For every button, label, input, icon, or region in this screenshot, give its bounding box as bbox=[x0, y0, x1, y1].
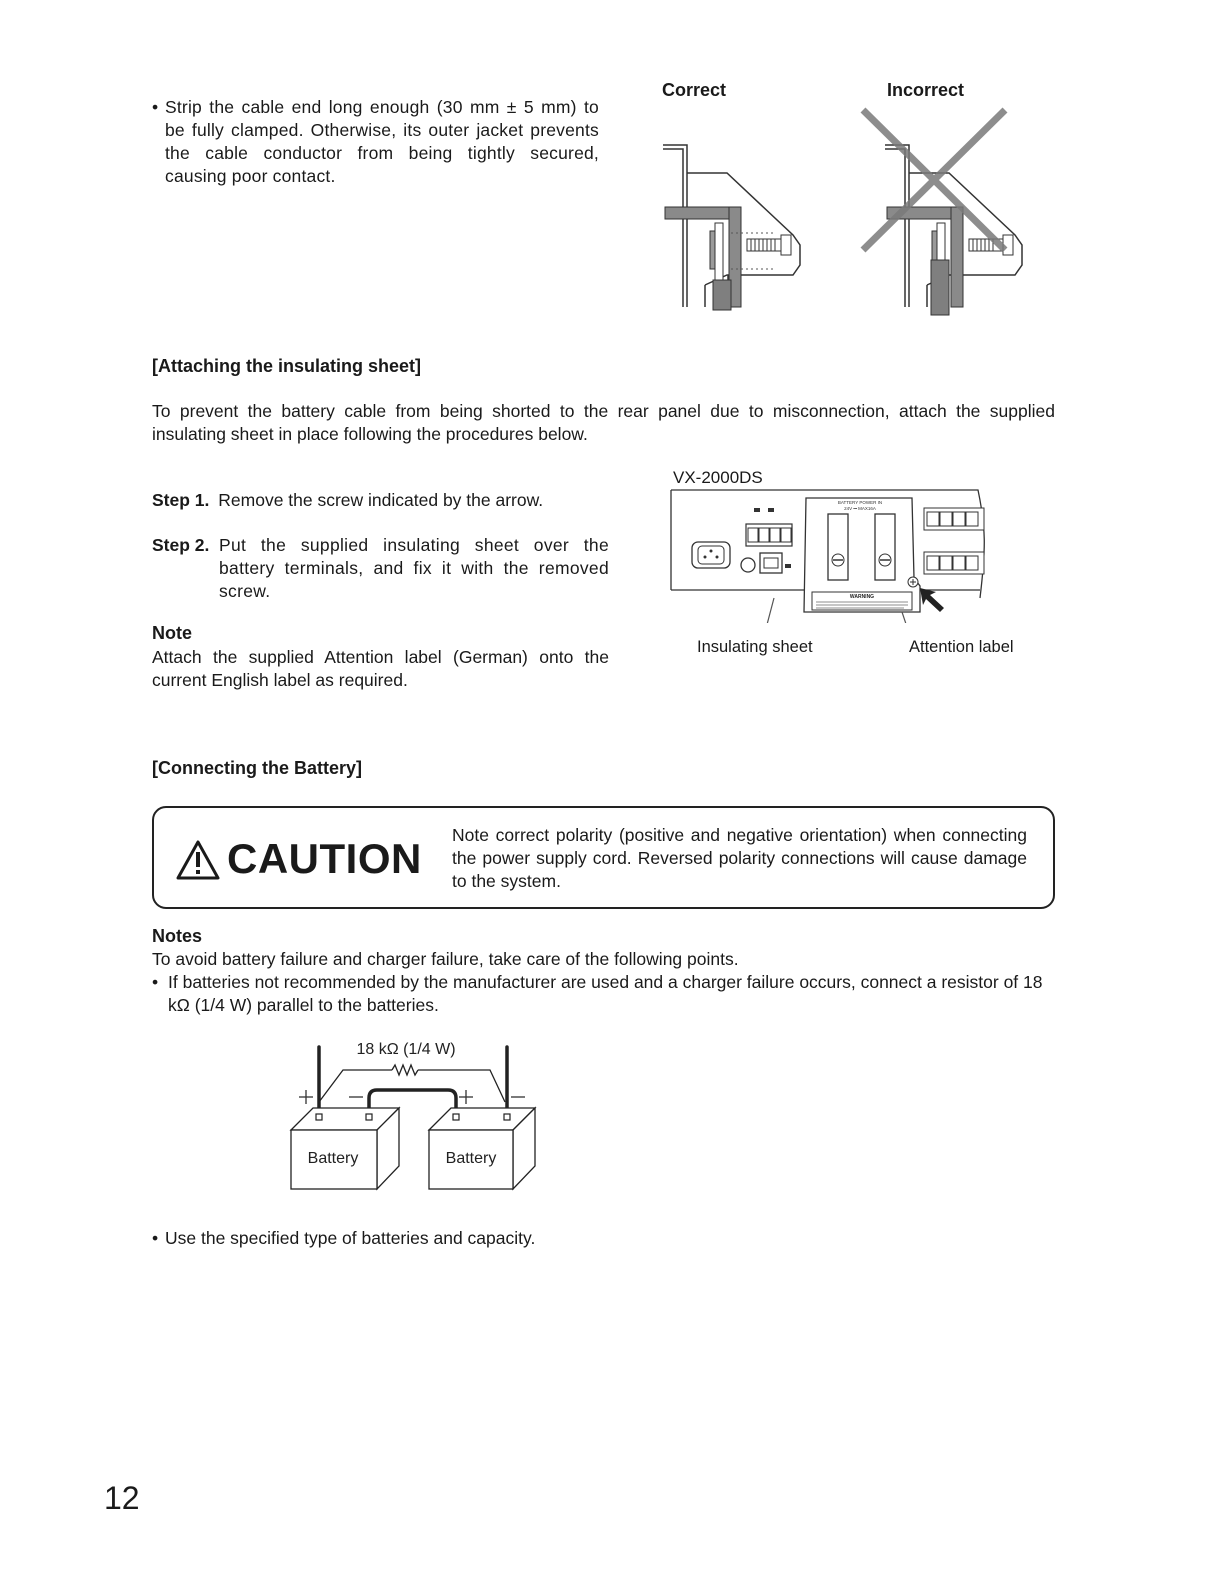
notes-heading: Notes bbox=[152, 926, 203, 946]
note-bullet-1-text: If batteries not recommended by the manufacturer are used and a charger failure occurs, connect a resistor of 18 kΩ (1/4 W) parallel to the batteries. bbox=[168, 972, 1043, 1015]
insulating-heading: [Attaching the insulating sheet] bbox=[152, 356, 422, 376]
panel-sub: 24V ⎓ MAX16A bbox=[844, 506, 876, 511]
strip-cable-text: Strip the cable end long enough (30 mm ± 5 mm) to be fully clamped. Otherwise, its outer jacket prevents the cable conductor from being tightly secured, causing poor contact. bbox=[165, 97, 599, 186]
figure-model-label: VX-2000DS bbox=[673, 468, 763, 487]
note-heading: Note bbox=[152, 623, 192, 643]
bullet-dot: • bbox=[152, 97, 159, 117]
notes-intro: To avoid battery failure and charger failure, take care of the following points. bbox=[152, 949, 739, 969]
bullet-dot: • bbox=[152, 972, 159, 992]
step1 bbox=[152, 489, 543, 512]
panel-label: BATTERY POWER IN bbox=[837, 500, 883, 505]
caution-text: Note correct polarity (positive and negative orientation) when connecting the power supply cord. Reversed polarity connections will cause damage to the system. bbox=[452, 825, 1027, 891]
insulating-intro: To prevent the battery cable from being shorted to the rear panel due to misconnection, attach the supplied insulating sheet in place following the procedures below. bbox=[152, 401, 1055, 444]
note-bullet-2 bbox=[152, 1227, 535, 1250]
strip-cable-bullet bbox=[152, 96, 599, 188]
incorrect-terminal-figure bbox=[855, 105, 1025, 320]
note-bullet-1 bbox=[152, 971, 1057, 1017]
warning-title: WARNING bbox=[849, 594, 875, 600]
step2 bbox=[152, 534, 609, 603]
bullet-dot: • bbox=[152, 1228, 159, 1248]
caution-word: CAUTION bbox=[227, 835, 422, 882]
resistor-label: 18 kΩ (1/4 W) bbox=[356, 1041, 456, 1058]
step2-text: Put the supplied insulating sheet over the battery terminals, and fix it with the removed screw. bbox=[219, 535, 609, 601]
callout-attention-label: Attention label bbox=[909, 638, 1014, 656]
rear-panel-figure bbox=[668, 488, 998, 623]
step1-label: Step 1. bbox=[152, 490, 210, 510]
step2-label: Step 2. bbox=[152, 535, 210, 555]
battery-left-label: Battery bbox=[307, 1150, 359, 1167]
callout-insulating-sheet: Insulating sheet bbox=[697, 638, 813, 656]
arrow-icon bbox=[920, 588, 944, 612]
battery-heading: [Connecting the Battery] bbox=[152, 758, 363, 778]
note-text: Attach the supplied Attention label (German) onto the current English label as required. bbox=[152, 647, 609, 690]
battery-wiring-diagram bbox=[285, 1032, 545, 1197]
page-number: 12 bbox=[104, 1480, 140, 1516]
step1-text: Remove the screw indicated by the arrow. bbox=[218, 490, 544, 510]
correct-terminal-figure bbox=[655, 135, 815, 315]
warning-triangle-icon bbox=[176, 840, 220, 880]
note-bullet-2-text: Use the specified type of batteries and capacity. bbox=[165, 1228, 536, 1248]
incorrect-label: Incorrect bbox=[887, 80, 965, 100]
correct-label: Correct bbox=[662, 80, 727, 100]
caution-box bbox=[152, 806, 1055, 909]
battery-right-label: Battery bbox=[445, 1150, 497, 1167]
cross-icon bbox=[863, 110, 1005, 250]
